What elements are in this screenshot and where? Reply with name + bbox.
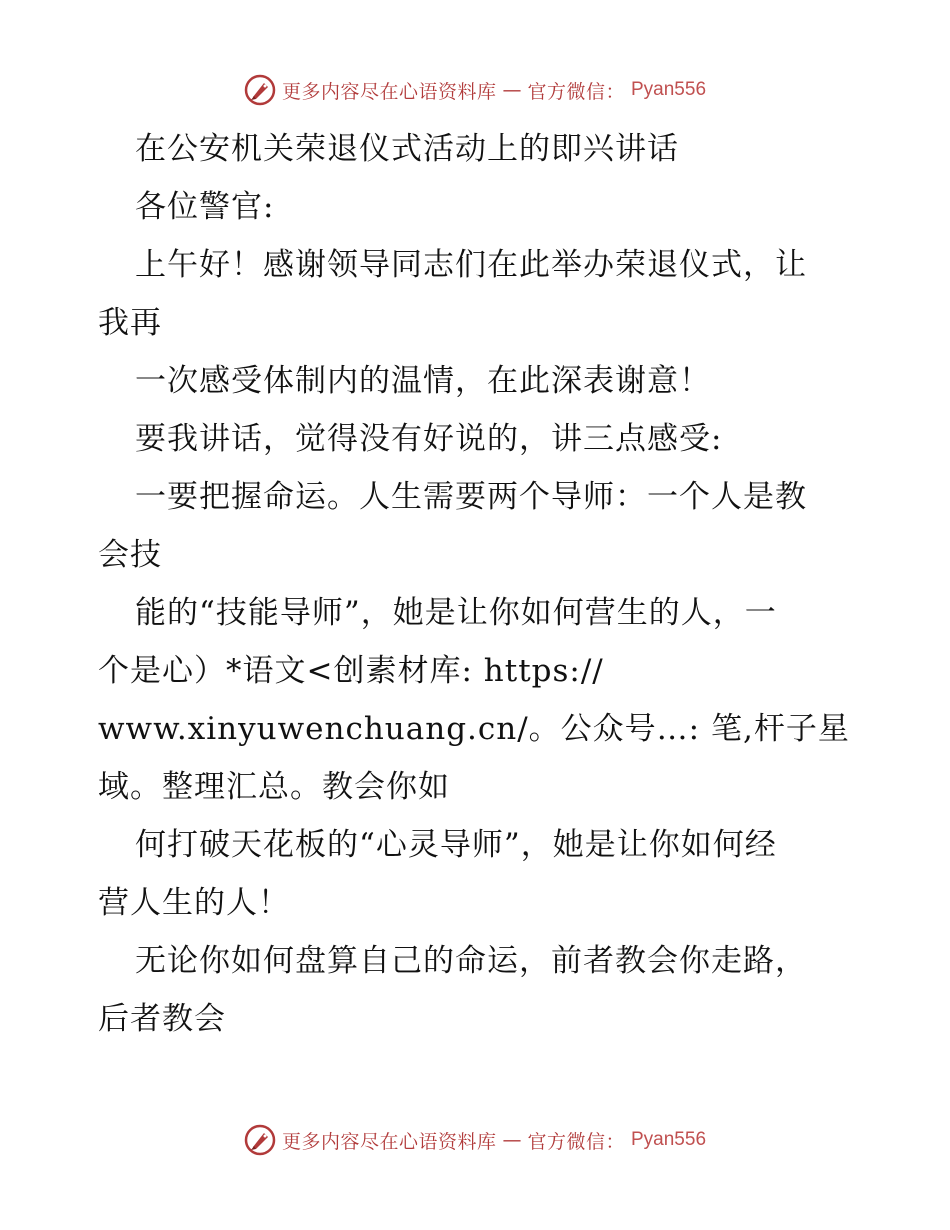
document-body xyxy=(98,120,858,1048)
paragraph-line: 一次感受体制内的温情，在此深表谢意！ xyxy=(135,363,711,399)
footer-banner xyxy=(0,1120,950,1160)
header-brand-text: 更多内容尽在心语资料库 xyxy=(281,80,497,103)
paragraph-line: 后者教会 xyxy=(98,1001,226,1037)
header-wechat-id: Pyan556 xyxy=(631,79,707,100)
header-banner xyxy=(0,70,950,110)
footer-dash: — xyxy=(502,1129,522,1151)
footer-brand-text: 更多内容尽在心语资料库 xyxy=(281,1130,497,1153)
footer-wechat-label: 官方微信： xyxy=(527,1130,625,1153)
salutation: 各位警官: xyxy=(135,189,275,225)
paragraph-line: 上午好！感谢领导同志们在此举办荣退仪式，让 xyxy=(135,247,807,283)
paragraph-line: 域。整理汇总。教会你如 xyxy=(98,769,450,805)
paragraph-line: 我再 xyxy=(98,305,162,341)
paragraph-line: www.xinyuwenchuang.cn/。公众号…: 笔,杆子星 xyxy=(98,711,850,747)
paragraph-line: 何打破天花板的“心灵导师”，她是让你如何经 xyxy=(135,827,777,863)
paragraph-line: 无论你如何盘算自己的命运，前者教会你走路， xyxy=(135,943,807,979)
paragraph-line: 营人生的人！ xyxy=(98,885,290,921)
paragraph-line: 要我讲话，觉得没有好说的，讲三点感受: xyxy=(135,421,723,457)
paragraph-line: 能的“技能导师”，她是让你如何营生的人，一 xyxy=(135,595,777,631)
document-title: 在公安机关荣退仪式活动上的即兴讲话 xyxy=(135,131,679,167)
header-dash: — xyxy=(502,79,522,101)
pen-nib-logo-icon xyxy=(244,74,276,106)
header-wechat-label: 官方微信： xyxy=(527,80,625,103)
pen-nib-logo-icon xyxy=(244,1124,276,1156)
paragraph-line: 个是心）*语文<创素材库: https:// xyxy=(98,653,604,689)
paragraph-line: 会技 xyxy=(98,537,162,573)
paragraph-line: 一要把握命运。人生需要两个导师：一个人是教 xyxy=(135,479,807,515)
footer-wechat-id: Pyan556 xyxy=(631,1129,707,1150)
